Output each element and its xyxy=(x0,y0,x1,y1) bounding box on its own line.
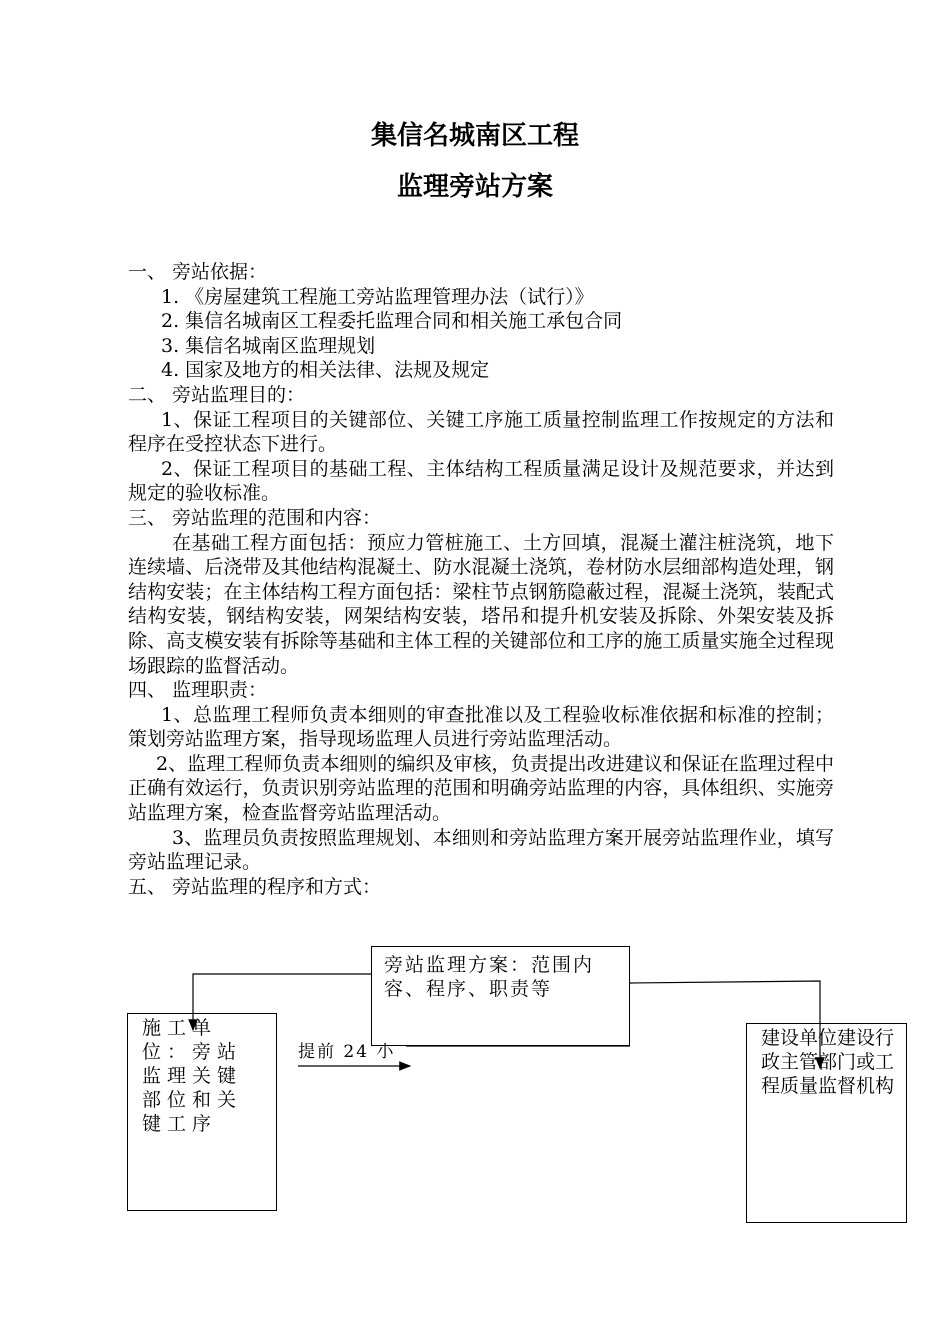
paragraph: 3、监理员负责按照监理规划、本细则和旁站监理方案开展旁站监理作业，填写旁站监理记录。 xyxy=(128,826,834,874)
document-title: 集信名城南区工程 xyxy=(370,121,579,151)
flowchart-contractor-box: 施工单位：旁站监理关键部位和关键工序 xyxy=(127,1013,277,1211)
list-item: 1. 《房屋建筑工程施工旁站监理管理办法（试行）》 xyxy=(161,285,594,308)
paragraph: 在基础工程方面包括：预应力管桩施工、土方回填，混凝土灌注桩浇筑，地下连续墙、后浇带及其他结构混凝土、防水混凝土浇筑，卷材防水层细部构造处理，钢结构安装；在主体结构工程方面包括：梁柱节点钢筋隐蔽过程，混凝土浇筑，装配式结构安装，钢结构安装，网架结构安装，塔吊和提升机安装及拆除、外架安装及拆除、高支模安装有拆除等基础和主体工程的关键部位和工序的施工质量实施全过程现场跟踪的监督活动。 xyxy=(128,531,834,677)
flowchart-owner-box: 建设单位建设行政主管部门或工程质量监督机构 xyxy=(746,1023,907,1223)
paragraph: 2、保证工程项目的基础工程、主体结构工程质量满足设计及规范要求，并达到规定的验收标准。 xyxy=(128,457,834,505)
document-subtitle: 监理旁站方案 xyxy=(396,172,553,202)
list-item: 2. 集信名城南区工程委托监理合同和相关施工承包合同 xyxy=(161,310,623,333)
section-heading-purpose: 二、 旁站监理目的： xyxy=(128,383,306,406)
document-body xyxy=(128,260,834,899)
section-heading-scope: 三、 旁站监理的范围和内容： xyxy=(128,506,382,529)
paragraph: 1、总监理工程师负责本细则的审查批准以及工程验收标准依据和标准的控制；策划旁站监理方案，指导现场监理人员进行旁站监理活动。 xyxy=(128,703,834,751)
flowchart-plan-box: 旁站监理方案：范围内容、程序、职责等 xyxy=(371,946,630,1046)
section-heading-basis: 一、 旁站依据： xyxy=(128,261,268,283)
paragraph: 1、保证工程项目的关键部位、关键工序施工质量控制监理工作按规定的方法和程序在受控状态下进行。 xyxy=(128,408,834,456)
section-heading-duties: 四、 监理职责： xyxy=(128,679,268,702)
flowchart-arrow-label: 提前 24 小 xyxy=(298,1042,396,1062)
list-item: 3. 集信名城南区监理规划 xyxy=(161,334,376,357)
section-heading-procedure: 五、 旁站监理的程序和方式： xyxy=(128,875,382,898)
paragraph: 2、监理工程师负责本细则的编织及审核，负责提出改进建议和保证在监理过程中正确有效运行，负责识别旁站监理的范围和明确旁站监理的内容，具体组织、实施旁站监理方案，检查监督旁站监理活动。 xyxy=(128,752,834,825)
list-item: 4. 国家及地方的相关法律、法规及规定 xyxy=(161,359,490,382)
